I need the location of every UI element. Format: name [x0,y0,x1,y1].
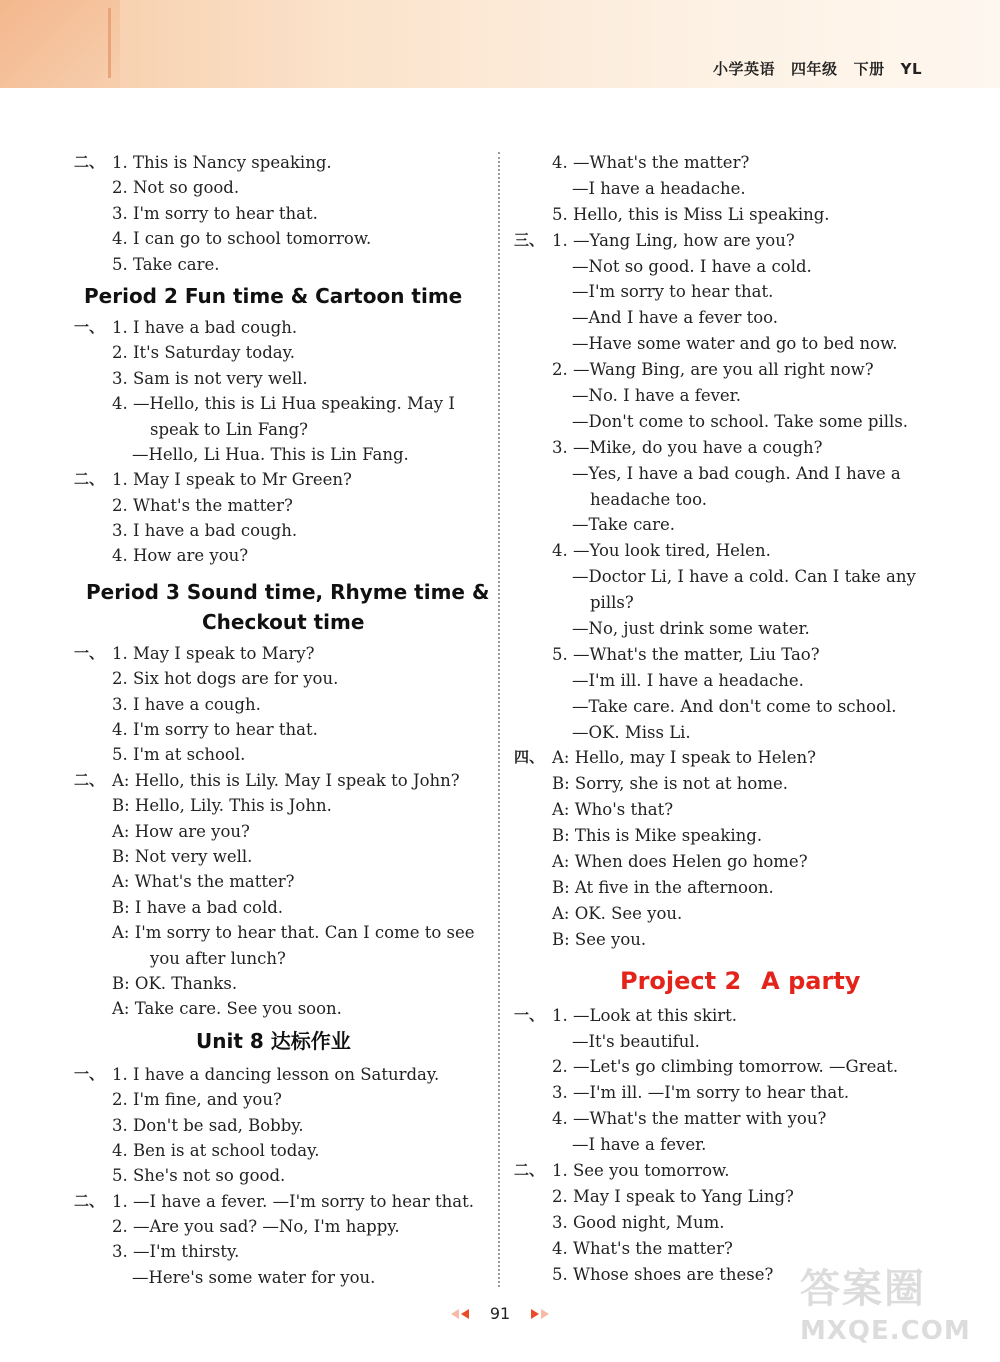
answer-text: 2. I'm fine, and you? [112,1090,282,1110]
answer-line [74,1239,492,1264]
answer-text: 2. —Let's go climbing tomorrow. —Great. [552,1057,899,1077]
answer-text: B: See you. [552,929,647,949]
question-group-marker: 三、 [514,230,545,249]
answer-line [514,823,934,849]
answer-line [514,616,934,642]
question-group-marker: 二、 [514,1160,545,1179]
answer-line [514,512,934,538]
answer-text: —Not so good. I have a cold. [572,256,812,276]
answer-line [514,564,934,590]
answer-line [74,869,492,894]
answer-text: 3. —I'm thirsty. [112,1242,240,1262]
question-group-marker: 二、 [74,470,105,489]
answer-line [74,543,492,568]
answer-line [514,1029,934,1055]
answer-text: 4. Ben is at school today. [112,1140,320,1160]
answer-text: 5. —What's the matter, Liu Tao? [552,644,820,664]
answer-text: 5. Take care. [112,254,220,274]
answer-text: —No, just drink some water. [572,619,810,639]
question-group-marker: 二、 [74,153,105,171]
answer-line [514,254,934,280]
question-group-marker: 一、 [514,1005,545,1024]
answer-line [514,357,934,383]
answer-line [74,366,492,391]
answer-text: B: At five in the afternoon. [552,877,774,897]
prev-arrow-icon [451,1309,459,1319]
answer-line [74,1062,492,1087]
answer-text: —I have a fever. [572,1135,707,1155]
answer-line [514,1106,934,1132]
watermark-text: 答案圈 [800,1266,926,1312]
question-group-marker: 一、 [74,643,105,662]
answer-text: —Take care. And don't come to school. [572,696,897,716]
answer-text: B: OK. Thanks. [112,973,238,993]
answer-line [74,1163,492,1188]
answer-text: —Have some water and go to bed now. [572,334,898,354]
answer-text: 3. Don't be sad, Bobby. [112,1115,304,1135]
answer-text: 4. —Hello, this is Li Hua speaking. May I [112,394,455,414]
answer-line [514,176,934,202]
answer-text: B: This is Mike speaking. [552,826,763,846]
answer-text: —OK. Miss Li. [572,722,691,742]
answer-line [514,1003,934,1029]
answer-text: —Take care. [572,515,676,535]
book-subject: 小学英语 [713,60,776,78]
watermark-logo [800,1262,990,1357]
page-footer [420,1303,580,1333]
answer-text: B: I have a bad cold. [112,897,284,917]
answer-line [514,1184,934,1210]
left-answer-column [74,150,492,1290]
answer-text: 4. I can go to school tomorrow. [112,229,372,249]
answer-line [514,745,934,771]
answer-text: —Don't come to school. Take some pills. [572,411,909,431]
answer-line [74,467,492,492]
header-banner [0,0,1000,88]
answer-line [514,409,934,435]
answer-line [514,797,934,823]
next-arrow-icon [531,1309,539,1319]
right-answer-column [514,150,934,1287]
answer-text: A: What's the matter? [112,872,295,892]
watermark-url: MXQE.COM [800,1316,971,1346]
answer-line [74,641,492,666]
answer-line [74,793,492,818]
answer-line [74,666,492,691]
answer-line [514,279,934,305]
answer-text: 3. I have a bad cough. [112,521,298,541]
answer-text: —It's beautiful. [572,1031,700,1051]
answer-line [74,150,492,175]
answer-text: 2. Six hot dogs are for you. [112,669,339,689]
answer-text: A: Hello, may I speak to Helen? [552,748,817,768]
answer-line [74,201,492,226]
answer-line [514,331,934,357]
answer-line [74,1113,492,1138]
answer-text: —Hello, Li Hua. This is Lin Fang. [132,444,409,464]
answer-line [74,226,492,251]
answer-text: 1. See you tomorrow. [552,1160,730,1180]
answer-line [74,1265,492,1290]
answer-text: 1. —I have a fever. —I'm sorry to hear that. [112,1191,474,1211]
section-heading: Unit 8 达标作业 [196,1028,351,1053]
answer-line [514,720,934,746]
answer-text: A: Take care. See you soon. [112,999,342,1019]
answer-line [74,1214,492,1239]
book-edition: YL [900,60,922,78]
answer-line [74,1138,492,1163]
answer-line [514,849,934,875]
answer-text: B: Not very well. [112,846,253,866]
answer-line [514,383,934,409]
answer-text: A: When does Helen go home? [552,852,808,872]
answer-line [514,305,934,331]
answer-line [74,768,492,793]
answer-line [74,692,492,717]
answer-text: 2. —Wang Bing, are you all right now? [552,360,874,380]
answer-text: 3. Good night, Mum. [552,1212,725,1232]
question-group-marker: 一、 [74,1064,105,1083]
answer-text: 2. What's the matter? [112,495,293,515]
answer-text: 2. —Are you sad? —No, I'm happy. [112,1217,400,1237]
answer-line [514,1158,934,1184]
answer-text: pills? [590,593,634,613]
answer-text: 5. She's not so good. [112,1166,286,1186]
answer-text: headache too. [590,489,707,509]
answer-text: 5. Hello, this is Miss Li speaking. [552,204,830,224]
answer-text: —I'm sorry to hear that. [572,282,774,302]
answer-line [514,228,934,254]
answer-line [514,927,934,953]
answer-text: 2. It's Saturday today. [112,343,295,363]
banner-stripe-decoration [108,8,111,78]
answer-text: speak to Lin Fang? [150,419,308,439]
answer-text: 3. I'm sorry to hear that. [112,203,318,223]
answer-text: 3. Sam is not very well. [112,368,308,388]
answer-line [514,1236,934,1262]
answer-line [514,771,934,797]
answer-line [74,946,492,971]
section-heading [514,959,934,1003]
answer-text: —Here's some water for you. [132,1267,376,1287]
book-grade: 四年级 [791,60,838,78]
answer-line [514,1132,934,1158]
answer-line [514,461,934,487]
next-arrow-icon [541,1309,549,1319]
answer-line [514,487,934,513]
section-heading-subtitle: A party [761,966,861,995]
answer-line [74,315,492,340]
question-group-marker: 一、 [74,317,105,336]
answer-line [514,668,934,694]
answer-line [74,493,492,518]
answer-text: B: Hello, Lily. This is John. [112,796,332,816]
answer-line [74,391,492,416]
answer-text: —Yes, I have a bad cough. And I have a [572,463,901,483]
answer-line [74,252,492,277]
section-heading: Period 3 Sound time, Rhyme time & [86,579,490,604]
answer-text: 3. —Mike, do you have a cough? [552,437,823,457]
answer-line [74,895,492,920]
answer-text: —I have a headache. [572,178,746,198]
answer-line [514,1054,934,1080]
answer-line [514,642,934,668]
answer-text: 1. May I speak to Mr Green? [112,470,352,490]
answer-line [514,694,934,720]
answer-text: —No. I have a fever. [572,386,741,406]
answer-line [74,742,492,767]
answer-text: A: How are you? [112,821,250,841]
answer-text: you after lunch? [150,948,286,968]
answer-text: A: OK. See you. [552,903,683,923]
section-heading: Checkout time [202,609,365,634]
column-divider [498,152,500,1287]
answer-line [74,971,492,996]
answer-line [514,590,934,616]
answer-text: 1. May I speak to Mary? [112,643,315,663]
answer-line [74,518,492,543]
answer-line [74,417,492,442]
answer-text: 1. I have a dancing lesson on Saturday. [112,1064,440,1084]
question-group-marker: 二、 [74,770,105,789]
answer-text: B: Sorry, she is not at home. [552,774,789,794]
answer-text: 5. I'm at school. [112,745,246,765]
answer-text: 1. —Look at this skirt. [552,1005,738,1025]
answer-text: 4. —What's the matter? [552,153,750,172]
answer-text: A: Hello, this is Lily. May I speak to John? [112,770,460,790]
answer-line [74,1087,492,1112]
answer-text: A: Who's that? [552,800,674,820]
page-number: 91 [489,1304,511,1323]
book-volume: 下册 [853,60,885,78]
answer-text: 3. —I'm ill. —I'm sorry to hear that. [552,1083,850,1103]
answer-text: 4. —What's the matter with you? [552,1109,827,1129]
answer-text: 2. Not so good. [112,178,240,198]
answer-text: 4. I'm sorry to hear that. [112,720,318,740]
answer-text: 1. I have a bad cough. [112,317,298,337]
answer-text: —And I have a fever too. [572,308,779,328]
answer-line [514,1210,934,1236]
prev-arrow-icon [461,1309,469,1319]
answer-line [514,435,934,461]
section-heading-title: Project 2 [620,966,742,995]
answer-line [514,150,934,176]
answer-text: 4. How are you? [112,546,249,566]
section-heading: Period 2 Fun time & Cartoon time [84,283,463,308]
answer-line [514,202,934,228]
question-group-marker: 二、 [74,1191,105,1210]
answer-line [74,175,492,200]
answer-text: 4. What's the matter? [552,1238,733,1258]
answer-line [74,920,492,945]
answer-line [514,901,934,927]
answer-text: A: I'm sorry to hear that. Can I come to see [112,923,475,943]
banner-fold-decoration [0,0,120,88]
answer-text: 1. —Yang Ling, how are you? [552,230,795,250]
answer-text: 4. —You look tired, Helen. [552,541,771,561]
question-group-marker: 四、 [514,748,545,767]
answer-text: 1. This is Nancy speaking. [112,153,332,172]
answer-line [514,875,934,901]
answer-line [74,1189,492,1214]
answer-line [74,717,492,742]
answer-line [514,538,934,564]
book-label [713,58,922,79]
answer-line [74,340,492,365]
answer-text: 3. I have a cough. [112,694,261,714]
answer-text: 5. Whose shoes are these? [552,1264,774,1284]
answer-line [74,819,492,844]
answer-line [74,996,492,1021]
answer-line [74,844,492,869]
answer-text: —I'm ill. I have a headache. [572,670,804,690]
answer-line [514,1080,934,1106]
answer-line [74,442,492,467]
answer-text: 2. May I speak to Yang Ling? [552,1186,794,1206]
answer-text: —Doctor Li, I have a cold. Can I take any [572,567,916,587]
